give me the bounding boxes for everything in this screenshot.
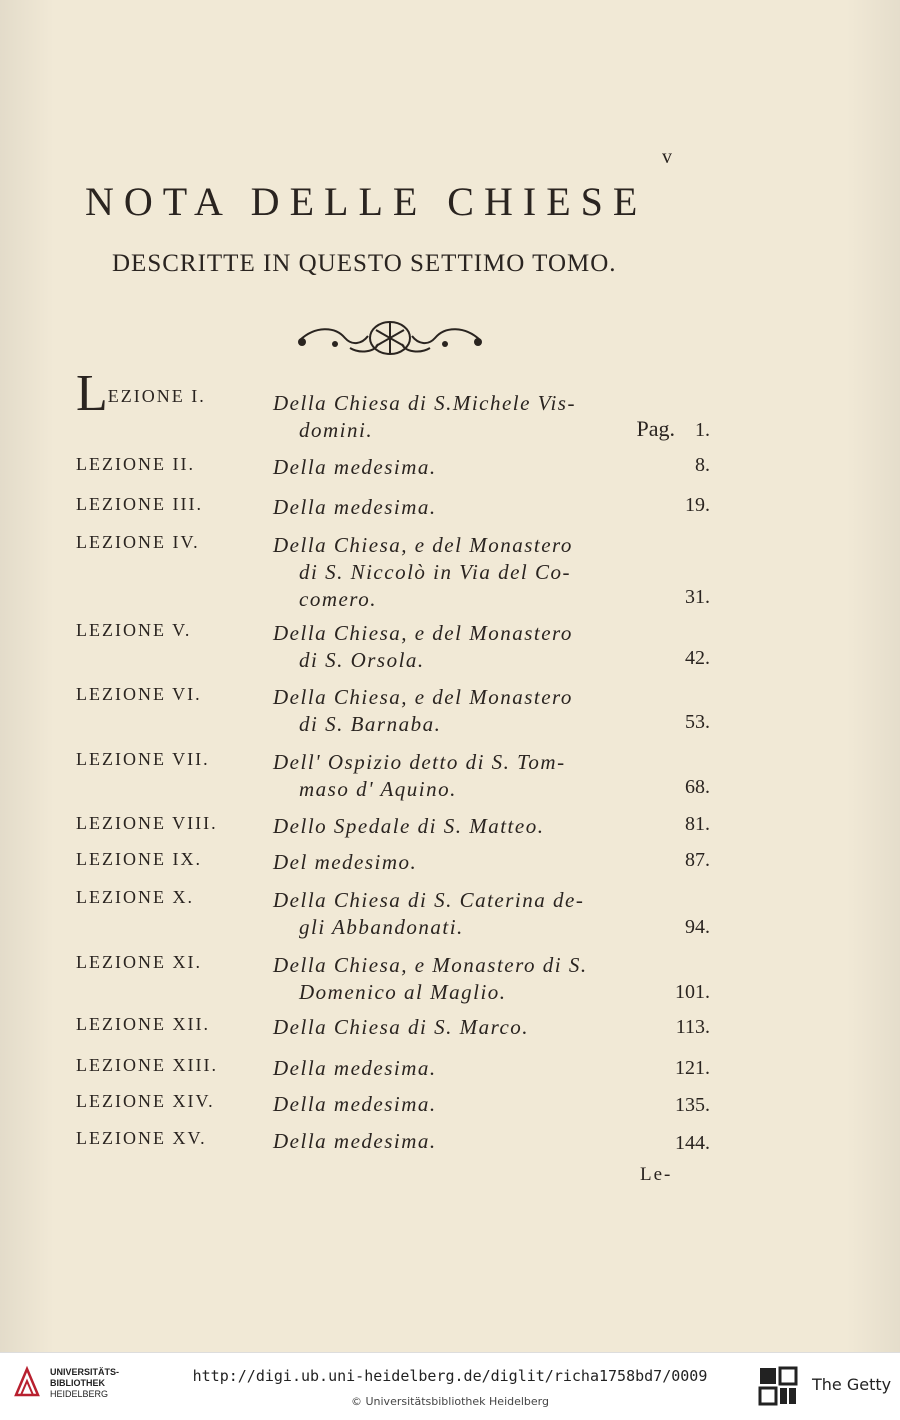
copyright-notice: © Universitätsbibliothek Heidelberg [350, 1395, 549, 1408]
lezione-label: LEZIONE VIII. [76, 813, 218, 833]
page-ref: 135. [675, 1094, 710, 1116]
lezione-label: LEZIONE XI. [76, 952, 202, 972]
lezione-label: LEZIONE IX. [76, 849, 202, 869]
entry-description: Della medesima. [273, 455, 437, 479]
page-ref: 94. [685, 916, 710, 938]
entry-description: Della Chiesa, e del Monastero di S. Orsola. [273, 621, 573, 672]
page-ref: 101. [675, 981, 710, 1003]
entry-description: Dell' Ospizio detto di S. Tom- maso d' Aquino. [273, 750, 566, 801]
lezione-label: LEZIONE I. [76, 365, 206, 422]
lezione-label: LEZIONE V. [76, 620, 192, 640]
lezione-label: LEZIONE X. [76, 887, 194, 907]
drop-cap: L [76, 365, 108, 422]
lezione-label: LEZIONE II. [76, 454, 195, 474]
page-title: NOTA DELLE CHIESE [85, 179, 648, 224]
page-ref: 42. [685, 647, 710, 669]
catchword: Le- [640, 1164, 673, 1185]
library-name: UNIVERSITÄTS- BIBLIOTHEK HEIDELBERG [50, 1367, 120, 1399]
printer-ornament-icon [290, 318, 490, 358]
entry-description: Della Chiesa, e Monastero di S. Domenico al Maglio. [273, 953, 588, 1004]
page-ref: 68. [685, 776, 710, 798]
page-ref: 144. [675, 1132, 710, 1154]
sponsor-name: The Getty [812, 1375, 892, 1394]
entry-description: Della medesima. [273, 1129, 437, 1153]
entry-description: Della Chiesa di S. Marco. [273, 1015, 530, 1039]
page-ref: 19. [685, 494, 710, 516]
page-label: Pag. [636, 416, 675, 441]
page-ref: 121. [675, 1057, 710, 1079]
entry-description: Della medesima. [273, 495, 437, 519]
permalink-url[interactable]: http://digi.ub.uni-heidelberg.de/diglit/richa1758bd7/0009 [192, 1367, 708, 1385]
entry-description: Della Chiesa, e del Monastero di S. Niccolò in Via del Co- comero. [273, 533, 573, 611]
viewer-footer [0, 1352, 900, 1420]
lezione-label: LEZIONE XIV. [76, 1091, 215, 1111]
lezione-label: LEZIONE VI. [76, 684, 202, 704]
page-ref: 8. [695, 454, 710, 476]
page-ref: 81. [685, 813, 710, 835]
page-ref: 113. [675, 1016, 710, 1038]
entry-description: Della medesima. [273, 1056, 437, 1080]
lezione-label: LEZIONE XV. [76, 1128, 207, 1148]
entry-description: Dello Spedale di S. Matteo. [273, 814, 545, 838]
lezione-label: LEZIONE XII. [76, 1014, 210, 1034]
page-ref: 53. [685, 711, 710, 733]
entry-description: Della medesima. [273, 1092, 437, 1116]
entry-description: Della Chiesa, e del Monastero di S. Barnaba. [273, 685, 573, 736]
page-ref: 87. [685, 849, 710, 871]
page-number: v [662, 146, 672, 168]
entry-description: Della Chiesa di S.Michele Vis- domini. [273, 391, 576, 442]
entry-description: Della Chiesa di S. Caterina de- gli Abbandonati. [273, 888, 585, 939]
lezione-label: LEZIONE IV. [76, 532, 200, 552]
page-ref: 31. [685, 586, 710, 608]
lezione-label: LEZIONE III. [76, 494, 203, 514]
page-subtitle: DESCRITTE IN QUESTO SETTIMO TOMO. [112, 250, 617, 277]
lezione-label: LEZIONE XIII. [76, 1055, 218, 1075]
lezione-label: LEZIONE VII. [76, 749, 210, 769]
getty-logo-icon [758, 1366, 798, 1406]
page-ref: Pag. 1. [636, 416, 710, 441]
entry-description: Del medesimo. [273, 850, 418, 874]
